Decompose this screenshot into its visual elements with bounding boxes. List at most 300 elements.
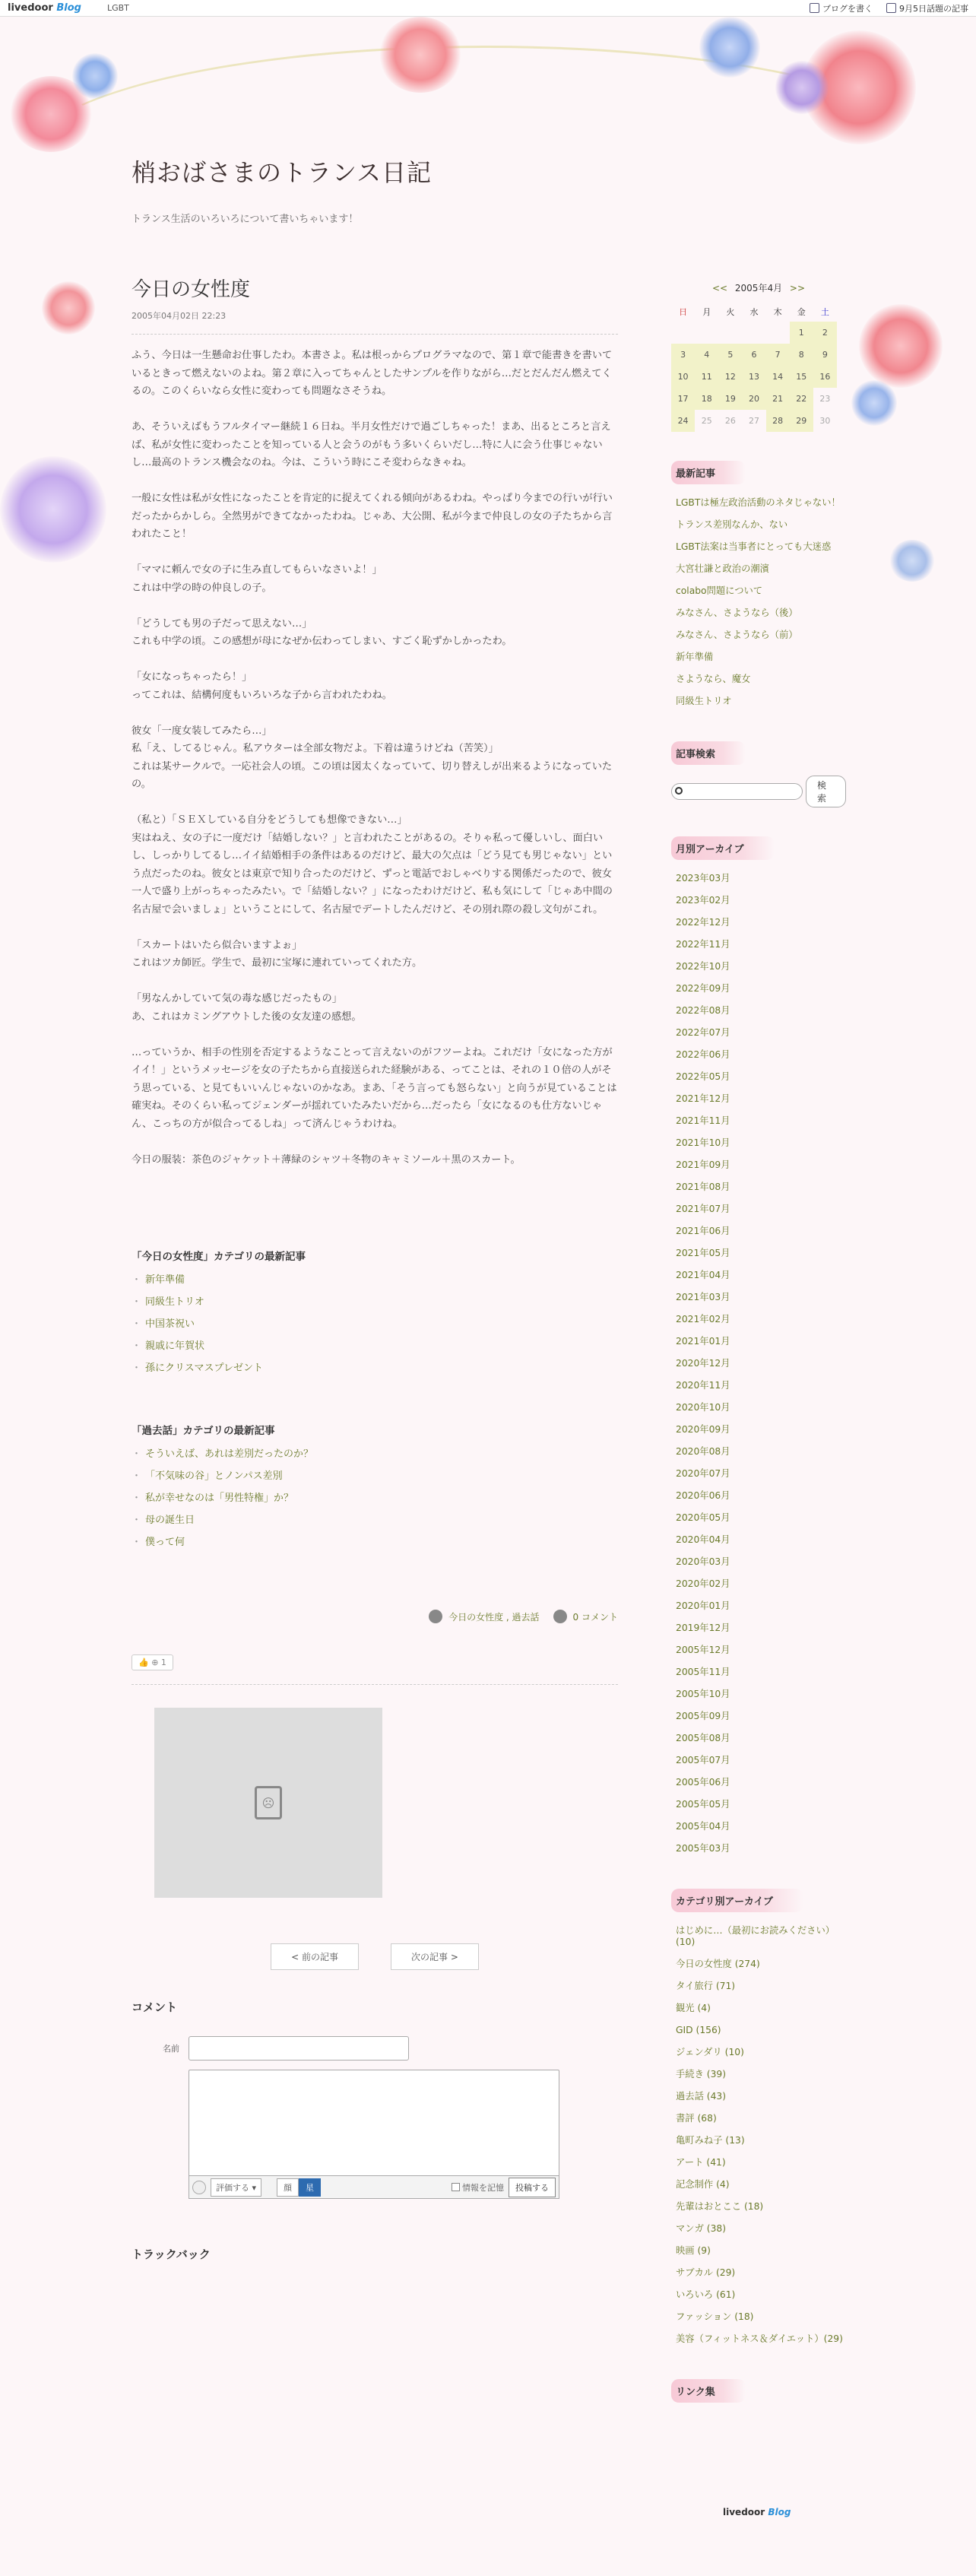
list-item[interactable] — [671, 1441, 846, 1463]
paragraph: （私と）「ＳＥＸしている自分をどうしても想像できない…」 実はねえ、女の子に一度だけ「結婚しない？」と言われたことがあるの。そりゃ私って優しいし、面白いし、しっかりしてるし…イイ結婚相手の条件はあるのだけど、最大の欠点は「どう見ても男じゃない」という点だったのね。彼女とは東京で知り合ったのだけど、ずっと電話でおしゃべりする関係だったので、彼女一人で盛り上がっちゃったみたい。で「結婚しない？」になったわけだけど、私も気にして「じゃあ中間の名古屋で会いましょ」ということにして、名古屋でデートしたんだけど、その別れ際の殺し文句がこれ。 — [132, 814, 613, 915]
archive-link[interactable]: 2021年07月 — [676, 1204, 730, 1214]
list-item[interactable] — [671, 668, 846, 690]
calendar-day[interactable]: 4 — [695, 344, 718, 366]
list-item[interactable] — [671, 890, 846, 912]
list-item[interactable] — [671, 1772, 846, 1794]
archive-link[interactable]: 2005年07月 — [676, 1755, 730, 1765]
broken-image-icon: ☹ — [255, 1786, 282, 1819]
calendar-day[interactable]: 28 — [766, 410, 790, 432]
calendar-prev[interactable]: << — [711, 283, 728, 293]
calendar-day — [671, 322, 695, 344]
archive-link[interactable]: 2005年05月 — [676, 1799, 730, 1810]
list-item[interactable] — [671, 1132, 846, 1154]
category-list — [671, 1920, 846, 2350]
rate-label: 評価する — [216, 2182, 249, 2193]
flower-decoration — [379, 17, 462, 93]
archive-link[interactable]: 2020年04月 — [676, 1534, 730, 1545]
trackback-section — [132, 2246, 618, 2262]
recent-link[interactable]: トランス差別なんか、ない — [676, 519, 788, 530]
calendar-day[interactable]: 24 — [671, 410, 695, 432]
archive-link[interactable]: 2020年08月 — [676, 1446, 730, 1457]
archive-link[interactable]: 2021年10月 — [676, 1137, 730, 1148]
list-item[interactable] — [671, 1066, 846, 1088]
recent-link[interactable]: さようなら、魔女 — [676, 674, 751, 684]
archive-link[interactable]: 2022年12月 — [676, 917, 730, 928]
calendar-day[interactable]: 14 — [766, 366, 790, 388]
calendar-day[interactable]: 12 — [718, 366, 742, 388]
list-item[interactable] — [671, 1750, 846, 1772]
archive-link[interactable]: 2022年05月 — [676, 1071, 730, 1082]
entry-date: 2005年04月02日 22:23 — [132, 309, 618, 335]
trending-link[interactable] — [886, 2, 968, 14]
like-area — [132, 1654, 618, 1685]
archive-link[interactable]: 2020年03月 — [676, 1556, 730, 1567]
recent-link[interactable]: みなさん、さようなら（後） — [676, 608, 798, 618]
list-item[interactable] — [671, 2306, 846, 2328]
calendar-icon — [886, 3, 896, 13]
footer-logo-main: livedoor — [723, 2507, 765, 2517]
write-blog-link[interactable] — [810, 2, 873, 14]
recent-link[interactable]: 大宮壮謙と政治の潮濱 — [676, 563, 769, 574]
article-search — [671, 741, 846, 807]
list-item[interactable] — [671, 1816, 846, 1838]
list-item[interactable] — [671, 1242, 846, 1264]
list-item[interactable] — [671, 2108, 846, 2130]
list-item[interactable] — [671, 956, 846, 978]
category-link[interactable]: 過去話 (43) — [676, 2091, 727, 2102]
list-item[interactable] — [671, 1794, 846, 1816]
archive-link[interactable]: 2005年03月 — [676, 1843, 730, 1854]
weekday: 木 — [773, 307, 782, 317]
category-link[interactable]: 先輩はおとここ (18) — [676, 2201, 764, 2212]
category-link[interactable]: ジェンダリ (10) — [676, 2047, 744, 2057]
list-item[interactable] — [671, 1264, 846, 1286]
list-item[interactable] — [671, 1286, 846, 1309]
recent-link[interactable]: 新年準備 — [676, 652, 714, 662]
blog-description: トランス生活のいろいろについて書いちゃいます！ — [132, 214, 359, 225]
related-link[interactable]: 私が幸せなのは「男性特権」か？ — [145, 1493, 294, 1504]
archive-link[interactable]: 2005年04月 — [676, 1821, 730, 1832]
archive-link[interactable]: 2022年08月 — [676, 1005, 730, 1016]
flower-decoration — [851, 380, 897, 426]
calendar-day: 23 — [819, 394, 831, 404]
top-bar — [0, 0, 976, 17]
category-title: カテゴリ別アーカイブ — [671, 1889, 803, 1912]
list-item[interactable] — [671, 2041, 846, 2064]
list-item[interactable] — [671, 558, 846, 580]
archive-link[interactable]: 2005年10月 — [676, 1689, 730, 1699]
list-item[interactable] — [671, 1595, 846, 1617]
related-title: 「今日の女性度」カテゴリの最新記事 — [132, 1251, 306, 1263]
calendar-day[interactable]: 20 — [742, 388, 765, 410]
list-item[interactable] — [132, 1509, 618, 1531]
list-item[interactable] — [671, 1507, 846, 1529]
list-item[interactable] — [671, 2328, 846, 2350]
calendar-day[interactable]: 3 — [671, 344, 695, 366]
archive-link[interactable]: 2022年10月 — [676, 961, 730, 972]
category-link[interactable]: いろいろ (61) — [676, 2289, 736, 2300]
calendar — [671, 302, 837, 432]
list-item[interactable] — [671, 1573, 846, 1595]
weekday: 日 — [679, 307, 688, 317]
category-link[interactable]: 映画 (9) — [676, 2245, 711, 2256]
list-item[interactable] — [671, 1551, 846, 1573]
weekday: 月 — [702, 307, 711, 317]
checkbox-icon — [452, 2183, 460, 2191]
list-item[interactable] — [671, 1375, 846, 1397]
list-item[interactable] — [671, 2240, 846, 2262]
folder-icon — [429, 1610, 442, 1623]
archive-link[interactable]: 2020年06月 — [676, 1490, 730, 1501]
archive-link[interactable]: 2022年09月 — [676, 983, 730, 994]
monthly-archive — [671, 836, 846, 1860]
archive-link[interactable]: 2020年11月 — [676, 1380, 730, 1391]
links-title: リンク集 — [671, 2379, 746, 2403]
links-section — [671, 2379, 846, 2410]
flower-decoration — [859, 304, 943, 388]
list-item[interactable] — [132, 1487, 618, 1509]
category-link[interactable]: アート (41) — [676, 2157, 726, 2168]
calendar-day[interactable]: 6 — [742, 344, 765, 366]
archive-link[interactable]: 2021年01月 — [676, 1336, 730, 1347]
livedoor-logo[interactable] — [8, 2, 81, 14]
related-link[interactable]: 親戚に年賀状 — [145, 1340, 205, 1352]
paragraph: 「ママに頼んで女の子に生み直してもらいなさいよ！」 これは中学の時の仲良しの子。 — [132, 564, 382, 594]
list-item[interactable] — [671, 2196, 846, 2218]
category-link[interactable]: タイ旅行 (71) — [676, 1981, 736, 1991]
trending-label: 9月5日話題の記事 — [899, 3, 968, 14]
flower-decoration — [42, 281, 95, 335]
pencil-icon — [810, 3, 819, 13]
list-item[interactable] — [671, 1683, 846, 1705]
list-item[interactable] — [132, 1443, 618, 1465]
calendar-day: 30 — [819, 416, 831, 426]
flower-decoration — [0, 456, 106, 563]
list-item[interactable] — [671, 1220, 846, 1242]
list-item[interactable] — [671, 1838, 846, 1860]
list-item[interactable] — [671, 868, 846, 890]
related-title: 「過去話」カテゴリの最新記事 — [132, 1425, 275, 1437]
category-link[interactable]: 観光 (4) — [676, 2003, 711, 2013]
paragraph: …っていうか、相手の性別を否定するようなことって言えないのがフツーよね。これだけ「女になった方がイイ！」というメッセージを女の子たちから直接送られた経験がある、ってことは、それの１０倍の人がそう思っている、と見てもいいんじゃないのかなあ。まあ、「そう言っても怒らない」と向うが見ていることは確実ね。そのくらい私ってジェンダーが揺れていたみたいだから…だったら「女になるのも仕方ないじゃん、こっちの方が似合ってるしね」って済んじゃうわけね。 — [132, 1046, 617, 1130]
main-column — [132, 274, 618, 2262]
category-link[interactable]: 美容（フィットネス＆ダイエット）(29) — [676, 2333, 843, 2344]
name-label: 名前 — [163, 2044, 179, 2054]
archive-title: 月別アーカイブ — [671, 836, 775, 860]
archive-link[interactable]: 2021年12月 — [676, 1093, 730, 1104]
calendar-day[interactable]: 11 — [695, 366, 718, 388]
paragraph: 「女になっちゃったら！」 ってこれは、結構何度もいろいろな子から言われたわね。 — [132, 671, 392, 701]
comment-form — [132, 2036, 618, 2199]
recent-link[interactable]: colabo問題について — [676, 585, 763, 596]
list-item[interactable] — [671, 1353, 846, 1375]
flower-decoration — [775, 61, 829, 114]
archive-link[interactable]: 2005年11月 — [676, 1667, 730, 1677]
archive-link[interactable]: 2022年06月 — [676, 1049, 730, 1060]
butterfly-decoration — [889, 540, 935, 582]
calendar-day[interactable]: 18 — [695, 388, 718, 410]
calendar-day — [766, 322, 790, 344]
list-item[interactable] — [671, 514, 846, 536]
list-item[interactable] — [671, 2174, 846, 2196]
list-item[interactable] — [671, 1705, 846, 1727]
archive-link[interactable]: 2020年02月 — [676, 1578, 730, 1589]
calendar-day[interactable]: 17 — [671, 388, 695, 410]
comment-textarea[interactable] — [189, 2070, 559, 2176]
entry-categories-link[interactable]: 今日の女性度 , 過去話 — [448, 1611, 540, 1623]
list-item[interactable] — [671, 1661, 846, 1683]
category-link[interactable]: マンガ (38) — [676, 2223, 727, 2234]
list-item[interactable] — [132, 1357, 618, 1379]
calendar-day[interactable]: 9 — [813, 344, 837, 366]
calendar-day[interactable]: 16 — [813, 366, 837, 388]
list-item[interactable] — [671, 2064, 846, 2086]
list-item[interactable] — [671, 492, 846, 514]
archive-link[interactable]: 2019年12月 — [676, 1623, 730, 1633]
ad-image-placeholder[interactable] — [154, 1708, 382, 1898]
list-item[interactable] — [671, 1309, 846, 1331]
comment-icon — [553, 1610, 567, 1623]
list-item[interactable] — [671, 1529, 846, 1551]
list-item[interactable] — [132, 1465, 618, 1487]
list-item[interactable] — [671, 2284, 846, 2306]
next-article-button[interactable]: 次の記事 > — [391, 1943, 479, 1970]
entry-footer — [132, 1610, 618, 1623]
calendar-title: 2005年4月 — [734, 283, 783, 293]
list-item[interactable] — [671, 1044, 846, 1066]
paragraph: ふう、今日は一生懸命お仕事したわ。本書さよ。私は根っからプログラマなので、第１章で能書きを書いているときって燃えないのよね。第２章に入ってちゃんとしたサンプルを作りながら…だとだんだん燃えてくるの。このくらいなら女性に変わっても問題なさそうね。 — [132, 350, 613, 397]
archive-link[interactable]: 2021年06月 — [676, 1226, 730, 1236]
remember-label: 情報を記憶 — [462, 2182, 504, 2193]
recent-link[interactable]: LGBTは極左政治活動のネタじゃない！ — [676, 497, 841, 508]
archive-link[interactable]: 2022年11月 — [676, 939, 730, 950]
comments-section — [132, 1999, 618, 2199]
list-item[interactable] — [671, 1920, 846, 1953]
trackback-title: トラックバック — [132, 2248, 211, 2261]
paragraph: 彼女「一度女装してみたら…」 私「え、してるじゃん。私アウターは全部女物だよ。下着は違うけどね（苦笑）」 これは某サークルで。一応社会人の頃。この頃は図太くなっていて、切り替えしが出来るようになっていたの。 — [132, 725, 613, 790]
paragraph: 今日の服装：茶色のジャケット＋薄緑のシャツ＋冬物のキャミソール＋黒のスカート。 — [132, 1153, 521, 1166]
list-item[interactable] — [671, 1022, 846, 1044]
list-item[interactable] — [671, 1975, 846, 1997]
list-item[interactable] — [671, 624, 846, 646]
calendar-day[interactable]: 21 — [766, 388, 790, 410]
list-item[interactable] — [671, 1176, 846, 1198]
related-link[interactable]: 母の誕生日 — [145, 1515, 195, 1526]
comment-count-link[interactable]: 0 コメント — [572, 1611, 618, 1623]
footer-logo[interactable] — [723, 2507, 791, 2517]
category-archive — [671, 1889, 846, 2350]
archive-link[interactable]: 2021年09月 — [676, 1160, 730, 1170]
rate-select[interactable]: 評価する ▾ — [211, 2178, 261, 2197]
calendar-day — [695, 322, 718, 344]
search-button[interactable]: 検索 — [806, 776, 846, 807]
list-item[interactable] — [671, 1639, 846, 1661]
related-link[interactable]: 「不気味の谷」とノンパス差別 — [145, 1470, 283, 1482]
list-item[interactable] — [671, 1088, 846, 1110]
category-link[interactable]: GID (156) — [676, 2025, 721, 2035]
calendar-day[interactable]: 2 — [813, 322, 837, 344]
weekday: 水 — [749, 307, 759, 317]
list-item[interactable] — [671, 2262, 846, 2284]
category-link[interactable]: 書評 (68) — [676, 2113, 717, 2124]
list-item[interactable] — [671, 1953, 846, 1975]
category-link[interactable]: 亀町みね子 (13) — [676, 2135, 745, 2146]
category-link[interactable]: ファッション (18) — [676, 2311, 754, 2322]
logo-main: livedoor — [8, 2, 53, 14]
archive-link[interactable]: 2005年06月 — [676, 1777, 730, 1788]
list-item[interactable] — [671, 602, 846, 624]
recent-link[interactable]: 同級生トリオ — [676, 696, 732, 706]
list-item[interactable] — [132, 1313, 618, 1335]
entry-title[interactable]: 今日の女性度 — [132, 278, 251, 301]
emoji-icon[interactable] — [192, 2181, 206, 2194]
list-item[interactable] — [671, 2019, 846, 2041]
related-link[interactable]: 僕って何 — [145, 1537, 185, 1548]
archive-link[interactable]: 2021年02月 — [676, 1314, 730, 1324]
list-item[interactable] — [671, 1727, 846, 1750]
archive-link[interactable]: 2005年08月 — [676, 1733, 730, 1743]
recent-articles — [671, 461, 846, 712]
category-link[interactable]: サブカル (29) — [676, 2267, 736, 2278]
list-item[interactable] — [671, 1419, 846, 1441]
like-button[interactable]: 👍 ⊕ 1 — [132, 1654, 173, 1670]
list-item[interactable] — [132, 1291, 618, 1313]
list-item[interactable] — [671, 536, 846, 558]
pager — [132, 1943, 618, 1970]
calendar-day[interactable]: 29 — [790, 410, 813, 432]
footer-logo-blog: Blog — [768, 2507, 791, 2517]
list-item[interactable] — [671, 2152, 846, 2174]
calendar-day[interactable]: 8 — [790, 344, 813, 366]
recent-link[interactable]: みなさん、さようなら（前） — [676, 630, 798, 640]
list-item[interactable] — [671, 1463, 846, 1485]
list-item[interactable] — [671, 2086, 846, 2108]
archive-link[interactable]: 2021年04月 — [676, 1270, 730, 1280]
list-item[interactable] — [671, 1485, 846, 1507]
list-item[interactable] — [671, 934, 846, 956]
list-item[interactable] — [671, 912, 846, 934]
list-item[interactable] — [671, 1997, 846, 2019]
related-link[interactable]: 同級生トリオ — [145, 1296, 204, 1308]
related-link[interactable]: 孫にクリスマスプレゼント — [145, 1363, 263, 1374]
sidebar — [671, 281, 846, 2410]
calendar-day: 27 — [748, 416, 759, 426]
calendar-day[interactable]: 1 — [790, 322, 813, 344]
paragraph: 「スカートはいたら似合いますよぉ」 これはツカ師匠。学生で、最初に宝塚に連れていってくれた方。 — [132, 939, 423, 969]
calendar-day: 25 — [701, 416, 712, 426]
calendar-day[interactable]: 19 — [718, 388, 742, 410]
category-link[interactable]: 今日の女性度 (274) — [676, 1959, 760, 1969]
calendar-day — [718, 322, 742, 344]
list-item[interactable] — [671, 2218, 846, 2240]
archive-link[interactable]: 2020年01月 — [676, 1600, 730, 1611]
post-button[interactable]: 投稿する — [509, 2178, 556, 2197]
list-item[interactable] — [671, 690, 846, 712]
archive-link[interactable]: 2023年02月 — [676, 895, 730, 906]
recent-link[interactable]: LGBT法案は当事者にとっても大迷惑 — [676, 541, 832, 552]
list-item[interactable] — [671, 1154, 846, 1176]
paragraph: 「男なんかしていて気の毒な感じだったもの」 あ、これはカミングアウトした後の女友達の感想。 — [132, 993, 362, 1023]
list-item[interactable] — [671, 646, 846, 668]
name-input[interactable] — [189, 2036, 409, 2060]
entry-body — [132, 347, 618, 1169]
blog-title[interactable]: 梢おばさまのトランス日記 — [132, 158, 433, 187]
archive-link[interactable]: 2020年05月 — [676, 1512, 730, 1523]
flower-decoration — [72, 53, 118, 99]
recent-title: 最新記事 — [671, 461, 746, 484]
category-link[interactable]: 手続き (39) — [676, 2069, 727, 2080]
related-category-1 — [132, 1248, 618, 1379]
archive-link[interactable]: 2020年07月 — [676, 1468, 730, 1479]
archive-link[interactable]: 2023年03月 — [676, 873, 730, 884]
list-item[interactable] — [671, 1198, 846, 1220]
calendar-header — [671, 281, 846, 294]
comment-toolbar — [189, 2176, 559, 2199]
related-link[interactable]: 中国茶祝い — [145, 1318, 195, 1330]
archive-link[interactable]: 2020年12月 — [676, 1358, 730, 1369]
list-item[interactable] — [671, 1331, 846, 1353]
prev-article-button[interactable]: < 前の記事 — [271, 1943, 359, 1970]
calendar-day[interactable]: 5 — [718, 344, 742, 366]
calendar-day — [742, 322, 765, 344]
logo-blog: Blog — [56, 2, 81, 14]
archive-link[interactable]: 2021年08月 — [676, 1182, 730, 1192]
calendar-next[interactable]: >> — [789, 283, 806, 293]
list-item[interactable] — [671, 978, 846, 1000]
list-item[interactable] — [132, 1531, 618, 1553]
archive-link[interactable]: 2021年03月 — [676, 1292, 730, 1302]
category-link[interactable]: 記念制作 (4) — [676, 2179, 730, 2190]
category-link[interactable]: LGBT — [106, 3, 129, 13]
calendar-day[interactable]: 22 — [790, 388, 813, 410]
related-link[interactable]: そういえば、あれは差別だったのか？ — [145, 1448, 314, 1460]
list-item[interactable] — [132, 1269, 618, 1291]
list-item[interactable] — [132, 1335, 618, 1357]
seg-star[interactable]: 星 — [299, 2178, 321, 2197]
calendar-day[interactable]: 13 — [742, 366, 765, 388]
related-category-2 — [132, 1422, 618, 1553]
calendar-day[interactable]: 10 — [671, 366, 695, 388]
list-item[interactable] — [671, 1000, 846, 1022]
calendar-day[interactable]: 7 — [766, 344, 790, 366]
calendar-day: 26 — [724, 416, 736, 426]
list-item[interactable] — [671, 580, 846, 602]
weekday: 土 — [820, 307, 829, 317]
list-item[interactable] — [671, 1110, 846, 1132]
list-item[interactable] — [671, 1397, 846, 1419]
archive-link[interactable]: 2022年07月 — [676, 1027, 730, 1038]
search-input[interactable] — [671, 783, 803, 800]
archive-link[interactable]: 2020年09月 — [676, 1424, 730, 1435]
archive-link[interactable]: 2020年10月 — [676, 1402, 730, 1413]
paragraph: 「どうしても男の子だって思えない…」 これも中学の頃。この感想が母になぜか伝わってしまい、すごく恥ずかしかったわ。 — [132, 617, 512, 647]
archive-link[interactable]: 2005年12月 — [676, 1645, 730, 1655]
search-title: 記事検索 — [671, 741, 746, 765]
paragraph: あ、そういえばもうフルタイマー継続１６日ね。半月女性だけで過ごしちゃった！まあ、出るところと言えば、私が女性に変わったことを知っている人と会うのがもう多いくらいだし…特に人に会う仕事じゃないし…最高のトランス機会なのね。今は、こういう時にこそ変わらなきゃね。 — [132, 421, 611, 468]
seg-face[interactable]: 顔 — [277, 2178, 299, 2197]
archive-link[interactable]: 2021年11月 — [676, 1115, 730, 1126]
write-blog-label: ブログを書く — [822, 3, 873, 14]
archive-link[interactable]: 2021年05月 — [676, 1248, 730, 1258]
archive-link[interactable]: 2005年09月 — [676, 1711, 730, 1721]
remember-checkbox[interactable] — [452, 2181, 504, 2194]
category-link[interactable]: はじめに…（最初にお読みください）(10) — [676, 1925, 835, 1947]
related-link[interactable]: 新年準備 — [145, 1274, 185, 1286]
list-item[interactable] — [671, 1617, 846, 1639]
comments-title: コメント — [132, 2000, 178, 2014]
calendar-day[interactable]: 15 — [790, 366, 813, 388]
list-item[interactable] — [671, 2130, 846, 2152]
